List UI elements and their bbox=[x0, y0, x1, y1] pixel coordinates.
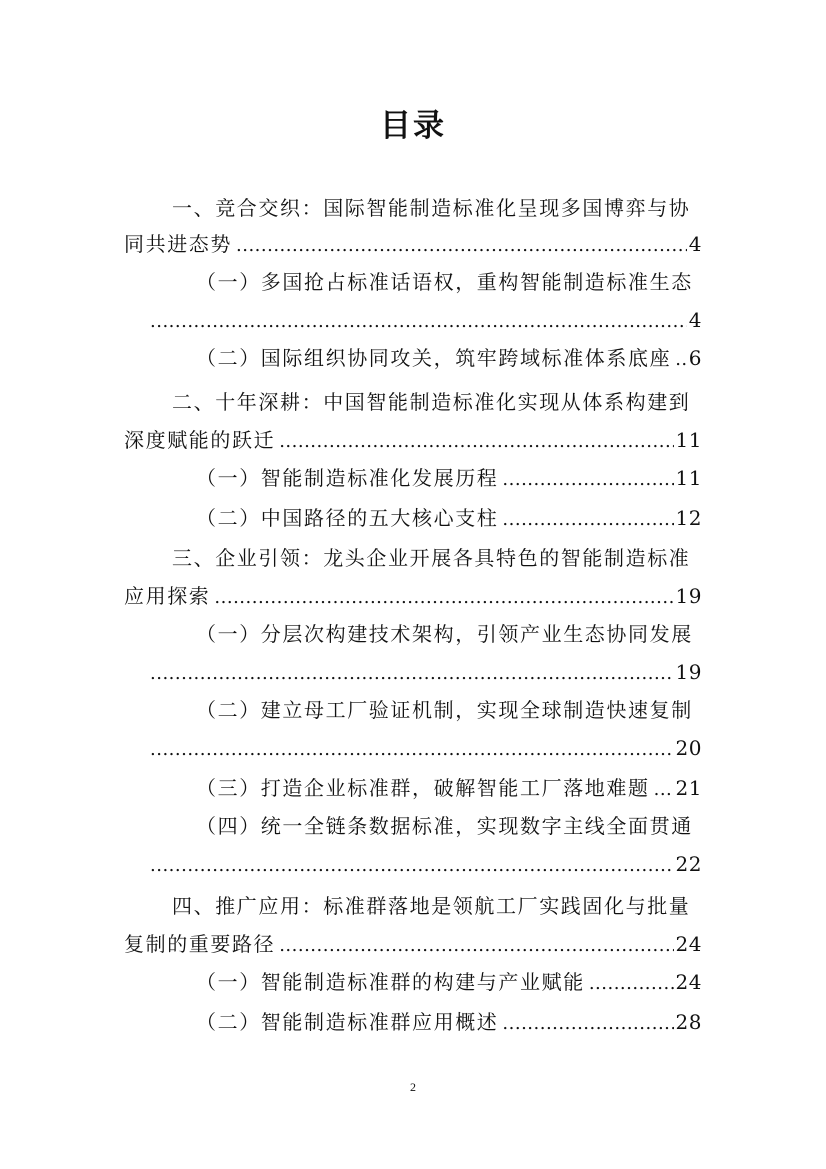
toc-leader-dots bbox=[502, 506, 673, 534]
toc-entry-1-line-2[interactable] bbox=[124, 230, 702, 260]
toc-entry-text: 二、十年深耕：中国智能制造标准化实现从体系构建到 bbox=[172, 390, 691, 414]
toc-leader-dots bbox=[675, 346, 687, 374]
toc-entry-page: 4 bbox=[688, 232, 702, 256]
toc-entry-2-line-1[interactable] bbox=[172, 388, 702, 416]
toc-entry-4-line-2[interactable] bbox=[124, 930, 702, 960]
page-number: 2 bbox=[410, 1080, 416, 1094]
toc-entry-text-continued: 同共进态势 bbox=[124, 232, 232, 256]
toc-entry-3-4-line-1[interactable] bbox=[196, 812, 702, 840]
toc-entry-text: 一、竞合交织：国际智能制造标准化呈现多国博弈与协 bbox=[172, 196, 691, 220]
toc-entry-2-line-2[interactable] bbox=[124, 426, 702, 456]
toc-entry-3-1-line-2[interactable] bbox=[150, 658, 702, 688]
toc-entry-2-1[interactable] bbox=[196, 464, 702, 494]
toc-leader-dots bbox=[150, 852, 674, 880]
toc-entry-page: 21 bbox=[675, 776, 702, 800]
toc-entry-page: 20 bbox=[675, 736, 702, 760]
toc-entry-text-continued: 深度赋能的跃迁 bbox=[124, 428, 276, 452]
toc-title: 目录 bbox=[380, 108, 446, 144]
toc-entry-page: 28 bbox=[675, 1010, 702, 1034]
toc-entry-3-1-line-1[interactable] bbox=[196, 620, 702, 648]
toc-entry-text: （二）建立母工厂验证机制，实现全球制造快速复制 bbox=[196, 698, 693, 722]
toc-entry-3-2-line-1[interactable] bbox=[196, 696, 702, 724]
toc-entry-text: （一）智能制造标准化发展历程 bbox=[196, 466, 499, 490]
toc-entry-text: （一）分层次构建技术架构，引领产业生态协同发展 bbox=[196, 622, 693, 646]
toc-leader-dots bbox=[279, 932, 673, 960]
toc-leader-dots bbox=[150, 308, 687, 336]
toc-entry-4-2[interactable] bbox=[196, 1008, 702, 1038]
toc-entry-page: 19 bbox=[675, 584, 702, 608]
toc-entry-text: （二）国际组织协同攻关，筑牢跨域标准体系底座 bbox=[196, 346, 672, 370]
toc-leader-dots bbox=[502, 1010, 673, 1038]
toc-entry-4-1[interactable] bbox=[196, 968, 702, 998]
toc-leader-dots bbox=[236, 232, 687, 260]
toc-entry-page: 24 bbox=[675, 932, 702, 956]
toc-entry-1-1-line-1[interactable] bbox=[196, 268, 702, 296]
toc-entry-text: 三、企业引领：龙头企业开展各具特色的智能制造标准 bbox=[172, 546, 691, 570]
toc-entry-1-1-line-2[interactable] bbox=[150, 306, 702, 336]
toc-leader-dots bbox=[150, 660, 674, 688]
toc-leader-dots bbox=[654, 776, 674, 804]
toc-entry-text-continued: 复制的重要路径 bbox=[124, 932, 276, 956]
toc-entry-page: 24 bbox=[675, 970, 702, 994]
toc-entry-1-line-1[interactable] bbox=[172, 194, 702, 222]
toc-entry-text: （二）中国路径的五大核心支柱 bbox=[196, 506, 499, 530]
toc-entry-text: （三）打造企业标准群，破解智能工厂落地难题 bbox=[196, 776, 650, 800]
toc-entry-3-3[interactable] bbox=[196, 774, 702, 804]
toc-entry-1-2[interactable] bbox=[196, 344, 702, 374]
toc-entry-3-line-2[interactable] bbox=[124, 582, 702, 612]
toc-entry-3-line-1[interactable] bbox=[172, 544, 702, 572]
toc-entry-page: 11 bbox=[675, 428, 702, 452]
toc-leader-dots bbox=[589, 970, 674, 998]
toc-entry-text: 四、推广应用：标准群落地是领航工厂实践固化与批量 bbox=[172, 894, 691, 918]
toc-entry-text-continued: 应用探索 bbox=[124, 584, 211, 608]
toc-entry-page: 11 bbox=[675, 466, 702, 490]
toc-entry-4-line-1[interactable] bbox=[172, 892, 702, 920]
toc-entry-3-4-line-2[interactable] bbox=[150, 850, 702, 880]
toc-entry-page: 12 bbox=[675, 506, 702, 530]
toc-entry-page: 6 bbox=[688, 346, 702, 370]
toc-entry-text: （二）智能制造标准群应用概述 bbox=[196, 1010, 499, 1034]
toc-entry-text: （四）统一全链条数据标准，实现数字主线全面贯通 bbox=[196, 814, 693, 838]
toc-leader-dots bbox=[279, 428, 673, 456]
toc-entry-page: 19 bbox=[675, 660, 702, 684]
toc-entry-text: （一）多国抢占标准话语权，重构智能制造标准生态 bbox=[196, 270, 693, 294]
toc-entry-text: （一）智能制造标准群的构建与产业赋能 bbox=[196, 970, 585, 994]
toc-entry-page: 4 bbox=[688, 308, 702, 332]
toc-entry-3-2-line-2[interactable] bbox=[150, 734, 702, 764]
toc-entry-2-2[interactable] bbox=[196, 504, 702, 534]
toc-leader-dots bbox=[214, 584, 673, 612]
toc-entry-page: 22 bbox=[675, 852, 702, 876]
toc-leader-dots bbox=[150, 736, 674, 764]
toc-leader-dots bbox=[502, 466, 673, 494]
